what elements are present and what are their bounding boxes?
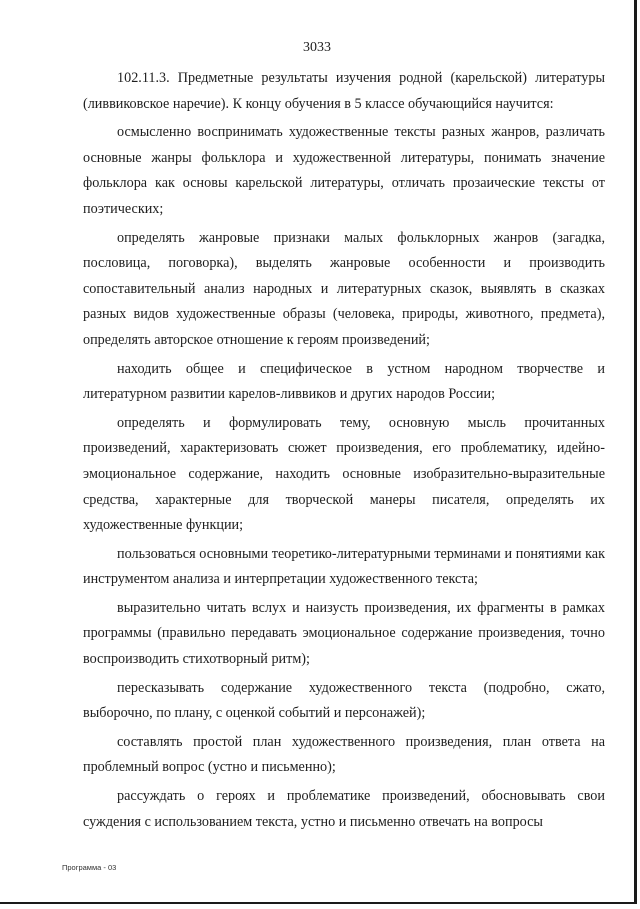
document-body bbox=[83, 66, 605, 838]
paragraph: рассуждать о героях и проблематике произведений, обосновывать свои суждения с использованием текста, устно и письменно отвечать на вопросы bbox=[83, 788, 605, 830]
page-number: 3033 bbox=[303, 40, 331, 55]
paragraph: находить общее и специфическое в устном народном творчестве и литературном развитии карелов-ливвиков и других народов России; bbox=[83, 360, 605, 403]
paragraph: выразительно читать вслух и наизусть произведения, их фрагменты в рамках программы (правильно передавать эмоциональное содержание произведения, точно воспроизводить стихотворный ритм); bbox=[83, 599, 605, 668]
paragraph: определять и формулировать тему, основную мысль прочитанных произведений, характеризовать сюжет произведения, его проблематику, идейно-эмоциональное содержание, находить основные изобразительно-выразительные средства, характерные для творческой манеры писателя, определять их художественные функции; bbox=[83, 414, 605, 534]
paragraph: пересказывать содержание художественного текста (подробно, сжато, выборочно, по плану, с оценкой событий и персонажей); bbox=[83, 679, 605, 722]
paragraph: осмысленно воспринимать художественные тексты разных жанров, различать основные жанры фольклора и художественной литературы, понимать значение фольклора как основы карельской литературы, отличать прозаические тексты от поэтических; bbox=[83, 124, 605, 217]
paragraph: составлять простой план художественного произведения, план ответа на проблемный вопрос (устно и письменно); bbox=[83, 733, 605, 776]
paragraph: пользоваться основными теоретико-литературными терминами и понятиями как инструментом анализа и интерпретации художественного текста; bbox=[83, 545, 605, 588]
page-footer: Программа - 03 bbox=[62, 863, 117, 872]
paragraph-heading: 102.11.3. Предметные результаты изучения родной (карельской) литературы (ливвиковское наречие). К концу обучения в 5 классе обучающийся научится: bbox=[83, 70, 605, 112]
paragraph: определять жанровые признаки малых фольклорных жанров (загадка, пословица, поговорка), выделять жанровые особенности и производить сопоставительный анализ народных и литературных сказок, выявлять в сказках разных видов художественные образы (человека, природы, животного, предмета), определять авторское отношение к героям произведений; bbox=[83, 229, 605, 348]
